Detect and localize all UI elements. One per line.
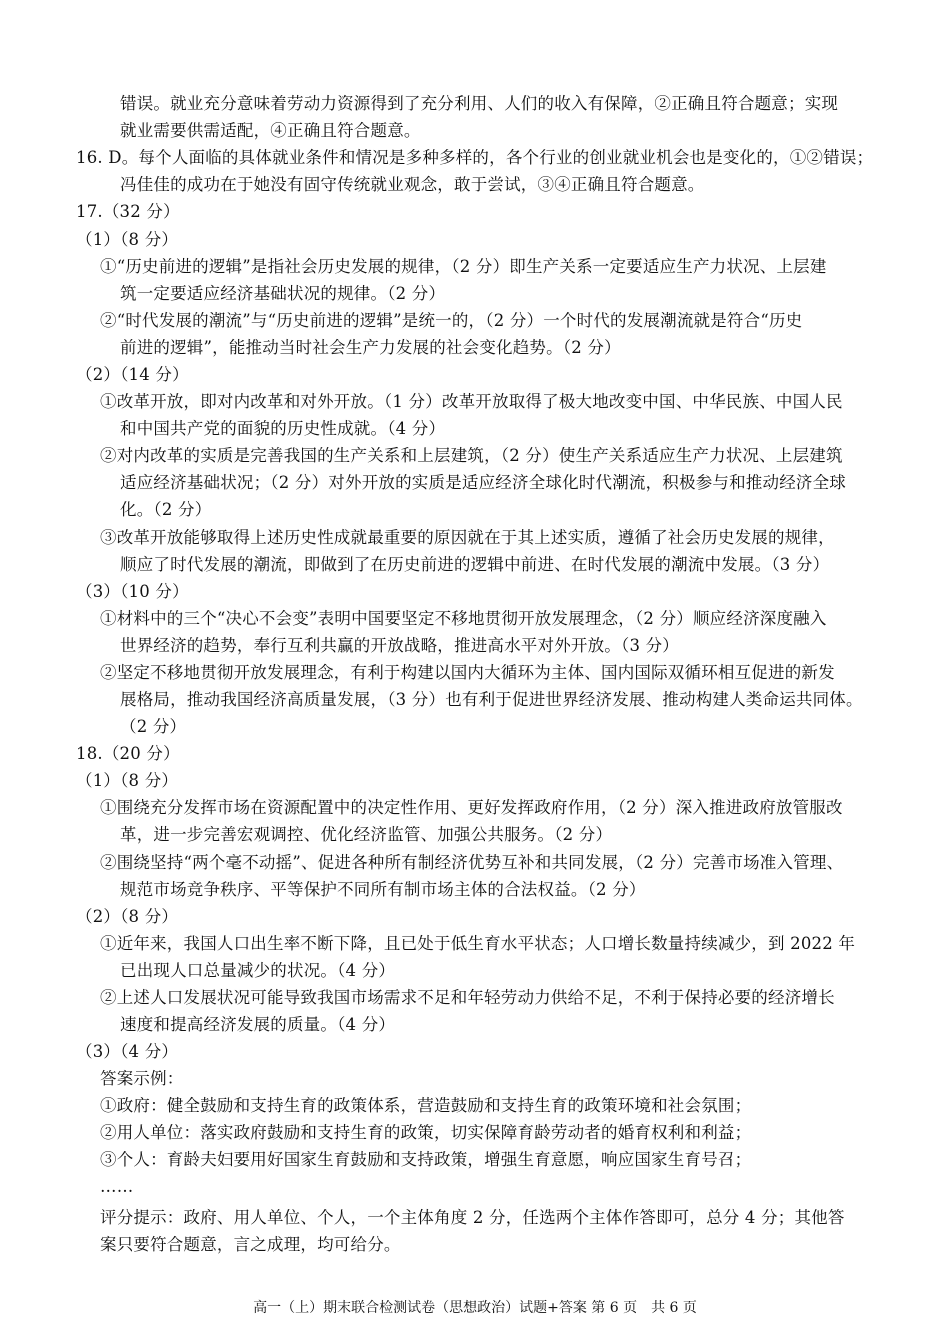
text-line: 筑一定要适应经济基础状况的规律。（2 分） [120, 284, 446, 303]
question-16: 16. D。每个人面临的具体就业条件和情况是多种多样的，各个行业的创业就业机会也是变化的，①②错误； [76, 148, 874, 167]
question-17-header: 17.（32 分） [76, 202, 180, 221]
text-line: ①政府：健全鼓励和支持生育的政策体系，营造鼓励和支持生育的政策环境和社会氛围； [100, 1096, 752, 1115]
text-line: 已出现人口总量减少的状况。（4 分） [120, 961, 396, 980]
text-line: 适应经济基础状况；（2 分）对外开放的实质是适应经济全球化时代潮流，积极参与和推动经济全球 [120, 473, 846, 492]
text-line: ③改革开放能够取得上述历史性成就最重要的原因就在于其上述实质，遵循了社会历史发展的规律， [100, 528, 835, 547]
text-line: 革，进一步完善宏观调控、优化经济监管、加强公共服务。（2 分） [120, 825, 613, 844]
ellipsis: …… [100, 1177, 134, 1196]
text-line: 就业需要供需适配，④正确且符合题意。 [120, 121, 421, 140]
scoring-note: 案只要符合题意，言之成理，均可给分。 [100, 1235, 401, 1254]
page-footer: 高一（上）期末联合检测试卷（思想政治）试题+答案 第 6 页 共 6 页 [253, 1300, 697, 1316]
text-line: 答案示例： [100, 1069, 184, 1088]
text-line: ②对内改革的实质是完善我国的生产关系和上层建筑，（2 分）使生产关系适应生产力状况、上层建筑 [100, 446, 843, 465]
text-line: 前进的逻辑”，能推动当时社会生产力发展的社会变化趋势。（2 分） [120, 338, 621, 357]
text-line: 错误。就业充分意味着劳动力资源得到了充分利用、人们的收入有保障，②正确且符合题意；实现 [120, 94, 839, 113]
text-line: ①近年来，我国人口出生率不断下降，且已处于低生育水平状态；人口增长数量持续减少，到 2022 年 [100, 934, 856, 953]
text-line: 展格局，推动我国经济高质量发展，（3 分）也有利于促进世界经济发展、推动构建人类命运共同体。 [120, 690, 863, 709]
text-line: 和中国共产党的面貌的历史性成就。（4 分） [120, 419, 446, 438]
text-line: ②坚定不移地贯彻开放发展理念，有利于构建以国内大循环为主体、国内国际双循环相互促进的新发 [100, 663, 835, 682]
sub-question-header: （2）（14 分） [76, 365, 189, 384]
sub-question-header: （3）（4 分） [76, 1042, 179, 1061]
question-18-header: 18.（20 分） [76, 744, 180, 763]
text-line: ③个人：育龄夫妇要用好国家生育鼓励和支持政策，增强生育意愿，响应国家生育号召； [100, 1150, 752, 1169]
text-line: 化。（2 分） [120, 500, 212, 519]
text-line: ②上述人口发展状况可能导致我国市场需求不足和年轻劳动力供给不足，不利于保持必要的经济增长 [100, 988, 835, 1007]
text-line: ②用人单位：落实政府鼓励和支持生育的政策，切实保障育龄劳动者的婚育权利和利益； [100, 1123, 752, 1142]
text-line: 顺应了时代发展的潮流，即做到了在历史前进的逻辑中前进、在时代发展的潮流中发展。（3 分） [120, 555, 830, 574]
sub-question-header: （3）（10 分） [76, 582, 189, 601]
text-line: ①材料中的三个“决心不会变”表明中国要坚定不移地贯彻开放发展理念，（2 分）顺应经济深度融入 [100, 609, 827, 628]
text-line: 规范市场竞争秩序、平等保护不同所有制市场主体的合法权益。（2 分） [120, 880, 646, 899]
sub-question-header: （1）（8 分） [76, 230, 179, 249]
text-line: ②“时代发展的潮流”与“历史前进的逻辑”是统一的，（2 分）一个时代的发展潮流就是符合“历史 [100, 311, 803, 330]
sub-question-header: （2）（8 分） [76, 907, 179, 926]
text-line: 速度和提高经济发展的质量。（4 分） [120, 1015, 396, 1034]
text-line: ①“历史前进的逻辑”是指社会历史发展的规律，（2 分）即生产关系一定要适应生产力状况、上层建 [100, 257, 827, 276]
text-line: 世界经济的趋势，奉行互利共赢的开放战略，推进高水平对外开放。（3 分） [120, 636, 679, 655]
sub-question-header: （1）（8 分） [76, 771, 179, 790]
text-line: ①改革开放，即对内改革和对外开放。（1 分）改革开放取得了极大地改变中国、中华民族、中国人民 [100, 392, 843, 411]
text-line: 冯佳佳的成功在于她没有固守传统就业观念，敢于尝试，③④正确且符合题意。 [120, 175, 705, 194]
scoring-note: 评分提示：政府、用人单位、个人，一个主体角度 2 分，任选两个主体作答即可，总分 4 分；其他答 [100, 1208, 845, 1227]
text-line: （2 分） [120, 717, 187, 736]
text-line: ①围绕充分发挥市场在资源配置中的决定性作用、更好发挥政府作用，（2 分）深入推进政府放管服改 [100, 798, 843, 817]
text-line: ②围绕坚持“两个毫不动摇”、促进各种所有制经济优势互补和共同发展，（2 分）完善市场准入管理、 [100, 853, 844, 872]
